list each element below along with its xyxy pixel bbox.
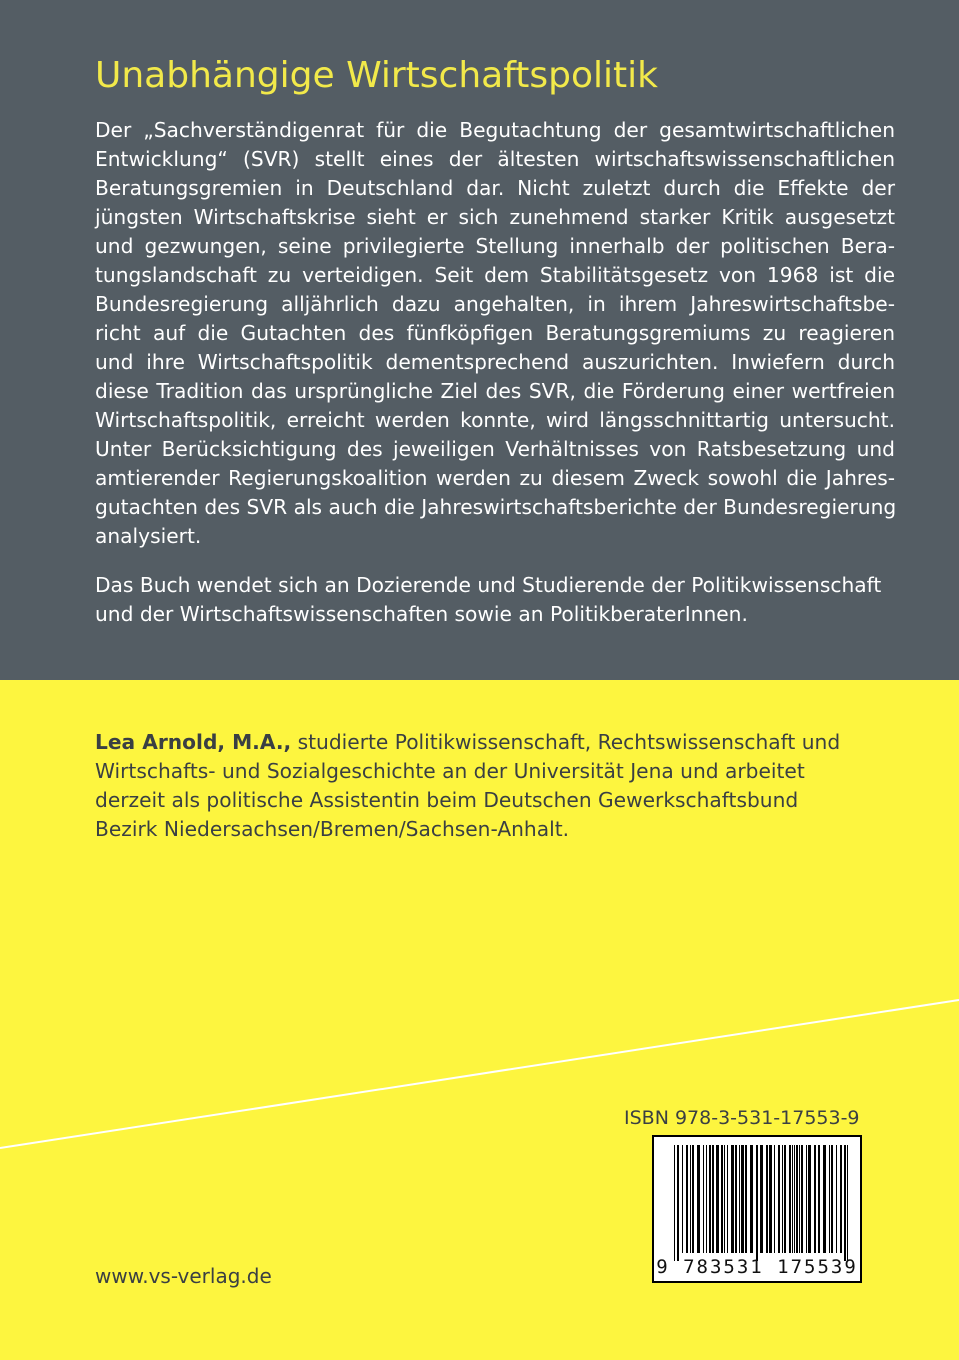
book-description bbox=[95, 116, 895, 551]
barcode-bar bbox=[703, 1145, 704, 1253]
barcode-bar bbox=[774, 1145, 775, 1253]
book-title: Unabhängige Wirtschaftspolitik bbox=[95, 55, 658, 96]
barcode-bar bbox=[741, 1145, 744, 1253]
barcode-bar bbox=[731, 1145, 734, 1253]
author-bio-line: derzeit als politische Assistentin beim Deutschen Gewerkschaftsbund bbox=[95, 788, 799, 812]
barcode-bar bbox=[686, 1145, 688, 1253]
barcode-bar bbox=[674, 1145, 675, 1261]
barcode-bar bbox=[801, 1145, 803, 1253]
author-bio-line: Wirtschafts- und Sozialgeschichte an der Universität Jena und arbeitet bbox=[95, 759, 805, 783]
barcode-bar bbox=[716, 1145, 719, 1253]
barcode-bar bbox=[789, 1145, 791, 1253]
author-name: Lea Arnold, M.A., bbox=[95, 730, 292, 754]
barcode-bar bbox=[794, 1145, 795, 1253]
barcode-bar bbox=[806, 1145, 807, 1253]
description-line: gutachten des SVR als auch die Jahreswirtschaftsberichte der Bundesregierung bbox=[95, 495, 897, 519]
description-line: diese Tradition das ursprüngliche Ziel des SVR, die Förderung einer wertfreien bbox=[95, 379, 895, 403]
barcode-bar bbox=[784, 1145, 786, 1253]
barcode-bar bbox=[836, 1145, 837, 1253]
description-line: amtierender Regierungskoalition werden zu diesem Zweck sowohl die Jahres- bbox=[95, 466, 895, 490]
author-bio-first-line bbox=[95, 728, 875, 757]
description-line: Der „Sachverständigenrat für die Begutachtung der gesamtwirtschaftlichen bbox=[95, 118, 895, 142]
barcode-bar bbox=[756, 1145, 758, 1261]
barcode-bar bbox=[792, 1145, 793, 1253]
description-line: Bundesregierung alljährlich dazu angehalten, in ihrem Jahreswirtschaftsbe- bbox=[95, 292, 895, 316]
publisher-url: www.vs-verlag.de bbox=[95, 1264, 272, 1288]
barcode-bar bbox=[782, 1145, 783, 1253]
barcode-bar bbox=[692, 1145, 694, 1253]
description-line: Entwicklung“ (SVR) stellt eines der ältesten wirtschaftswissenschaftlichen bbox=[95, 147, 895, 171]
description-line: tungslandschaft zu verteidigen. Seit dem Stabilitätsgesetz von 1968 ist die bbox=[95, 263, 895, 287]
description-line: jüngsten Wirtschaftskrise sieht er sich zunehmend starker Kritik ausgesetzt bbox=[95, 205, 895, 229]
description-line: analysiert. bbox=[95, 524, 202, 548]
barcode-bar bbox=[677, 1145, 679, 1261]
barcode-bar bbox=[735, 1145, 737, 1253]
barcode bbox=[652, 1135, 862, 1283]
target-audience bbox=[95, 571, 895, 629]
barcode-bar bbox=[760, 1145, 763, 1253]
barcode-bar bbox=[766, 1145, 768, 1253]
barcode-bar bbox=[840, 1145, 842, 1253]
barcode-bar bbox=[697, 1145, 700, 1253]
barcode-bar bbox=[844, 1145, 846, 1261]
author-bio bbox=[95, 728, 875, 844]
barcode-bar bbox=[690, 1145, 691, 1253]
barcode-bar bbox=[724, 1145, 725, 1253]
barcode-bar bbox=[682, 1145, 683, 1253]
barcode-bar bbox=[847, 1145, 848, 1261]
description-line: und ihre Wirtschaftspolitik dementsprechend auszurichten. Inwiefern durch bbox=[95, 350, 895, 374]
isbn-label: ISBN 978-3-531-17553-9 bbox=[624, 1107, 860, 1129]
description-line: und gezwungen, seine privilegierte Stellung innerhalb der politischen Bera- bbox=[95, 234, 895, 258]
barcode-bar bbox=[778, 1145, 780, 1253]
barcode-bar bbox=[727, 1145, 728, 1253]
description-line: Beratungsgremien in Deutschland dar. Nicht zuletzt durch die Effekte der bbox=[95, 176, 895, 200]
barcode-bar bbox=[818, 1145, 820, 1253]
description-line: richt auf die Gutachten des fünfköpfigen Beratungsgremiums zu reagieren bbox=[95, 321, 895, 345]
barcode-bar bbox=[796, 1145, 798, 1253]
barcode-bar bbox=[814, 1145, 816, 1253]
barcode-bar bbox=[799, 1145, 800, 1253]
barcode-number: 9 783531 175539 bbox=[656, 1256, 858, 1278]
audience-line: und der Wirtschaftswissenschaften sowie an PolitikberaterInnen. bbox=[95, 602, 748, 626]
barcode-bar bbox=[739, 1145, 740, 1253]
barcode-bar bbox=[745, 1145, 747, 1253]
audience-line: Das Buch wendet sich an Dozierende und Studierende der Politikwissenschaft bbox=[95, 573, 882, 597]
description-line: Wirtschaftspolitik, erreicht werden konnte, wird längsschnittartig untersucht. bbox=[95, 408, 895, 432]
barcode-bar bbox=[706, 1145, 707, 1253]
barcode-bar bbox=[709, 1145, 711, 1253]
barcode-bar bbox=[823, 1145, 826, 1253]
barcode-bar bbox=[829, 1145, 830, 1253]
barcode-bar bbox=[750, 1145, 753, 1253]
barcode-bar bbox=[769, 1145, 772, 1253]
barcode-bar bbox=[808, 1145, 811, 1253]
author-bio-text: studierte Politikwissenschaft, Rechtswissenschaft und bbox=[291, 730, 841, 754]
description-line: Unter Berücksichtigung des jeweiligen Verhältnisses von Ratsbesetzung und bbox=[95, 437, 895, 461]
barcode-bar bbox=[712, 1145, 714, 1253]
author-bio-line: Bezirk Niedersachsen/Bremen/Sachsen-Anhalt. bbox=[95, 817, 570, 841]
barcode-bar bbox=[831, 1145, 833, 1253]
barcode-bar bbox=[721, 1145, 723, 1253]
